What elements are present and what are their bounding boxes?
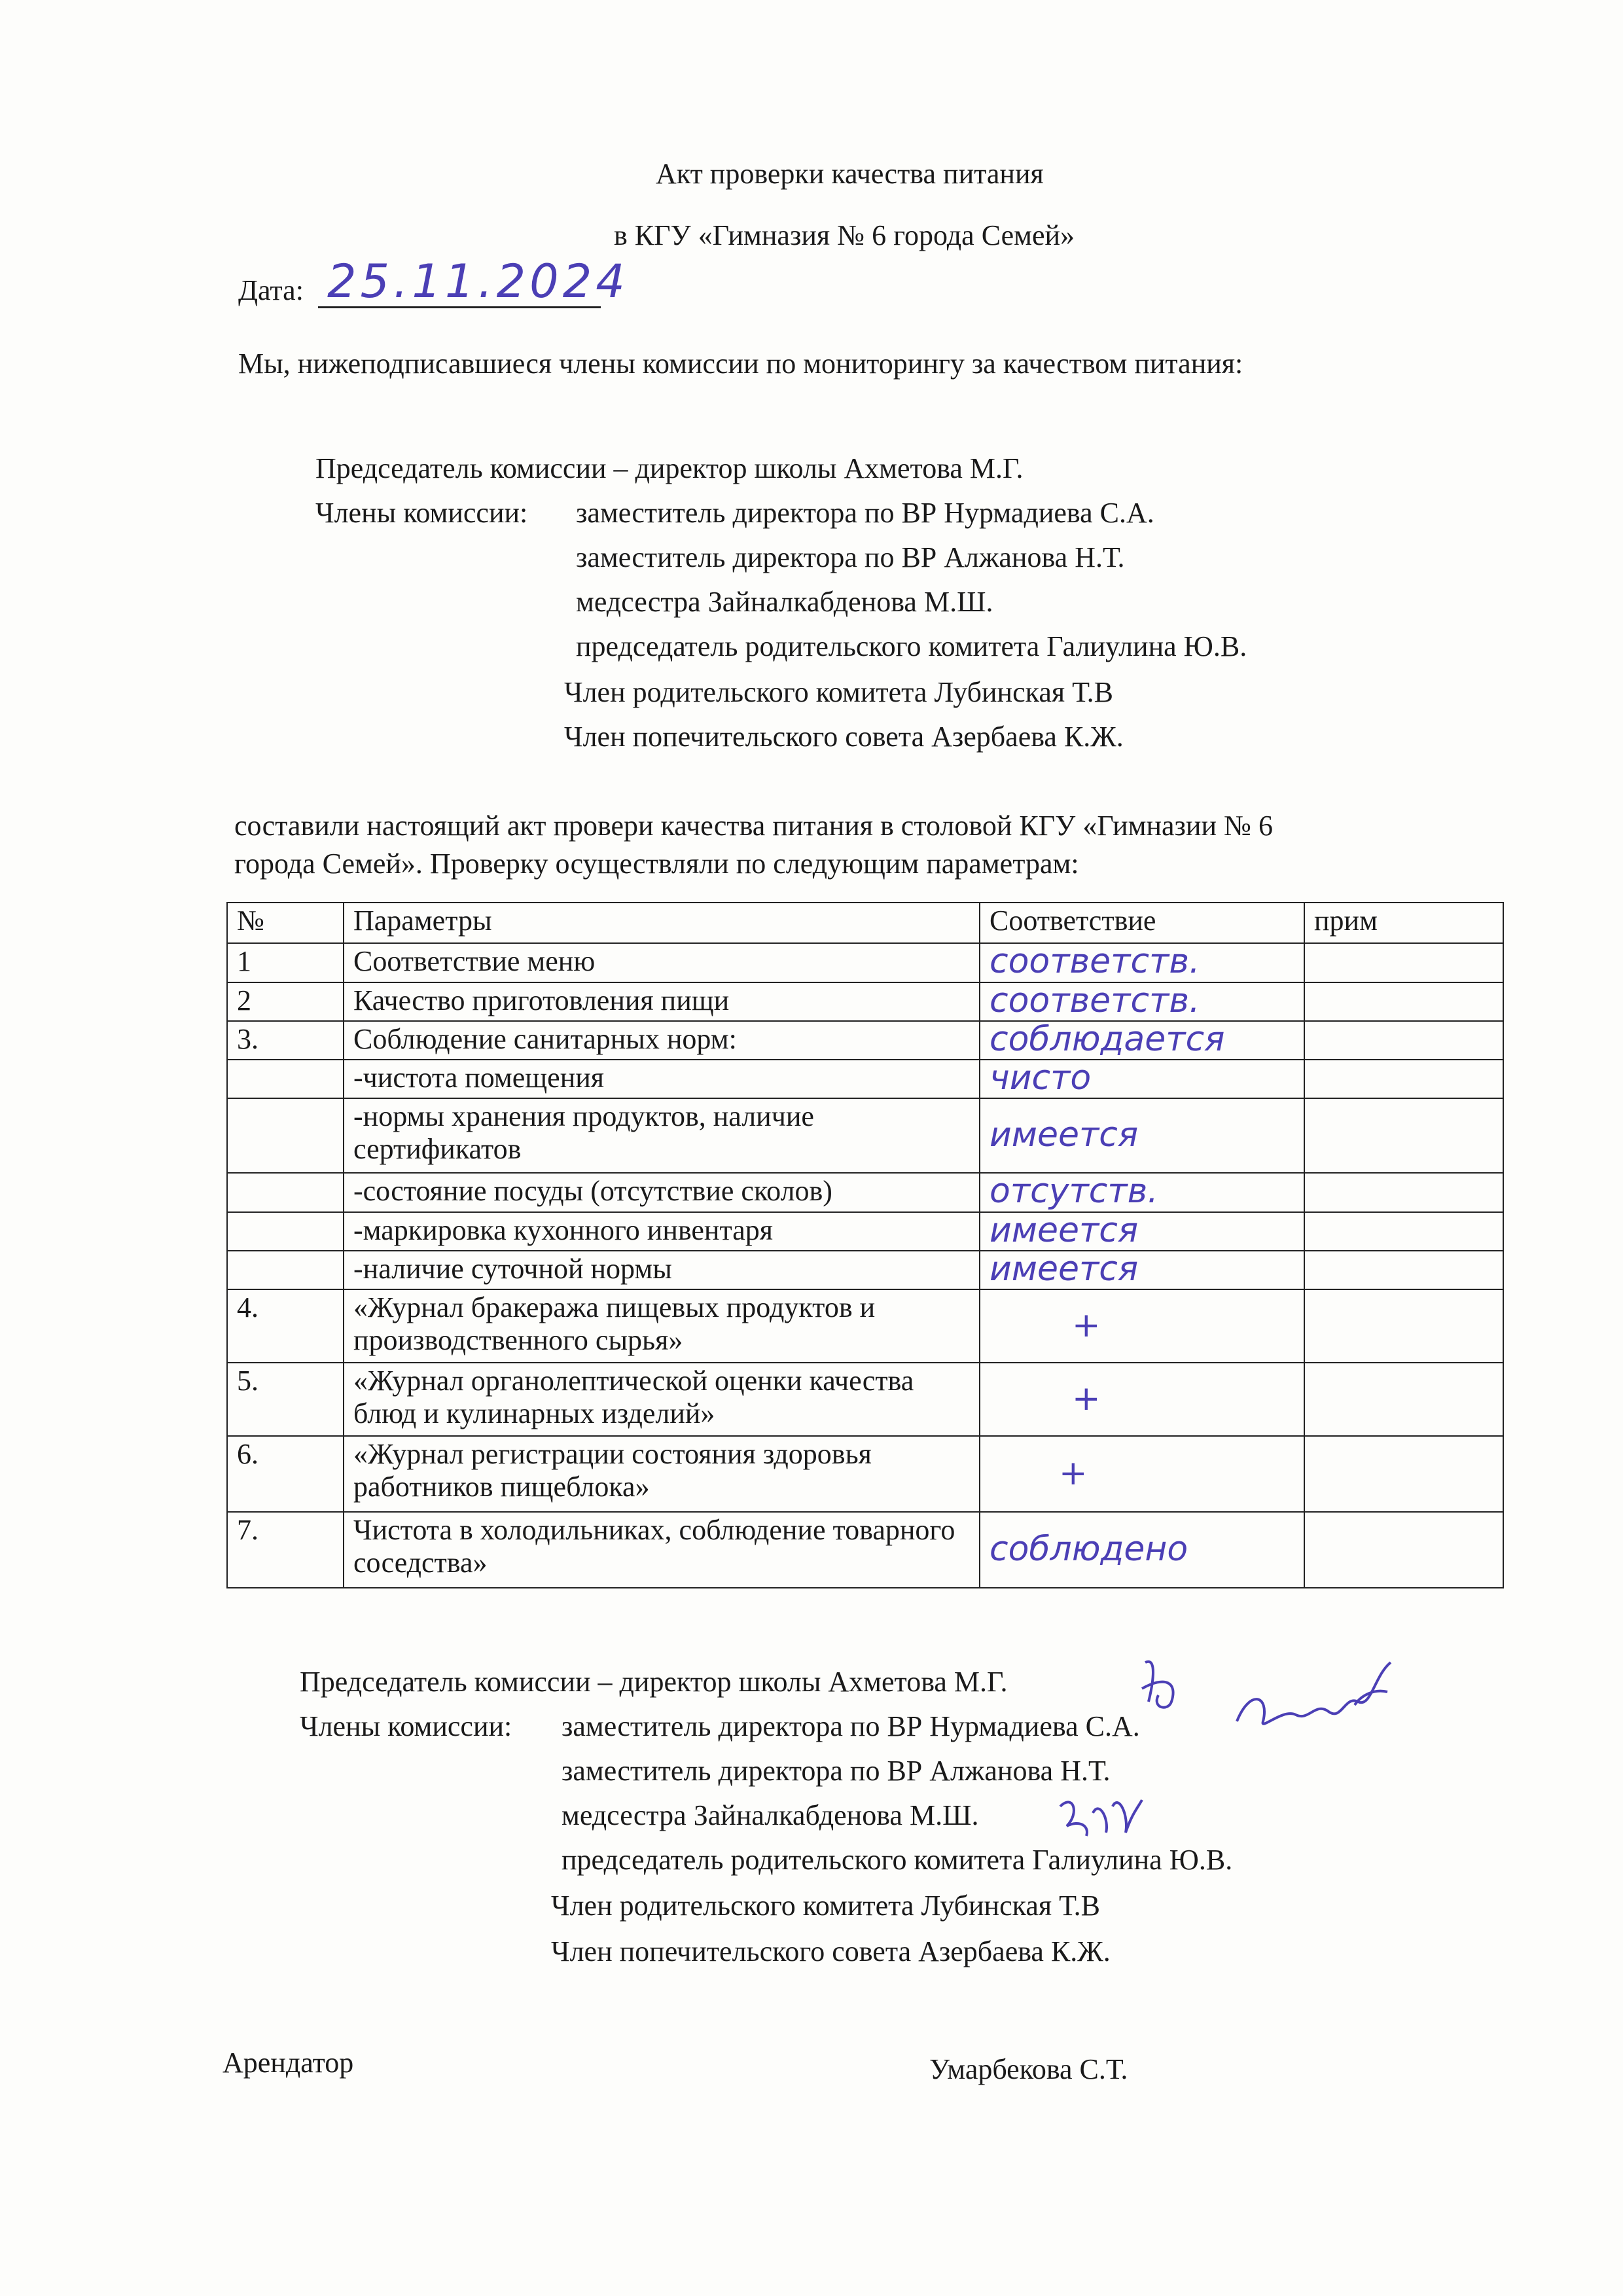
header-compliance: Соответствие <box>980 903 1304 943</box>
row-param: Чистота в холодильниках, соблюдение товарного соседства» <box>344 1512 980 1588</box>
header-params: Параметры <box>344 903 980 943</box>
commission-member: председатель родительского комитета Галиулина Ю.В. <box>576 630 1247 662</box>
row-mark <box>980 1363 1304 1436</box>
row-note <box>1304 982 1503 1021</box>
signature-chair: Председатель комиссии – директор школы Ахметова М.Г. <box>300 1666 1008 1698</box>
arendator-name: Умарбекова С.Т. <box>929 2053 1128 2085</box>
date-value: 25.11.2024 <box>327 255 629 308</box>
table-row <box>227 1173 1503 1212</box>
table-row <box>227 1251 1503 1289</box>
row-num: 7. <box>227 1512 344 1588</box>
table-row <box>227 1021 1503 1060</box>
row-param: -состояние посуды (отсутствие сколов) <box>344 1173 980 1212</box>
document-title: Акт проверки качества питания <box>656 158 1044 190</box>
table-row <box>227 1098 1503 1173</box>
header-note: прим <box>1304 903 1503 943</box>
row-mark <box>980 1212 1304 1251</box>
table-row <box>227 1512 1503 1588</box>
row-note <box>1304 1251 1503 1289</box>
paragraph-line: города Семей». Проверку осуществляли по следующим параметрам: <box>234 848 1079 880</box>
row-note <box>1304 1060 1503 1098</box>
commission-chair: Председатель комиссии – директор школы Ахметова М.Г. <box>315 452 1024 484</box>
table-row <box>227 1060 1503 1098</box>
row-mark <box>980 1021 1304 1060</box>
row-note <box>1304 1021 1503 1060</box>
date-label: Дата: <box>238 274 304 306</box>
commission-member: заместитель директора по ВР Нурмадиева С.А. <box>576 497 1154 529</box>
row-mark <box>980 1251 1304 1289</box>
row-note <box>1304 1436 1503 1512</box>
row-num: 5. <box>227 1363 344 1436</box>
table-header-row <box>227 903 1503 943</box>
row-num: 2 <box>227 982 344 1021</box>
row-mark <box>980 1512 1304 1588</box>
row-num: 4. <box>227 1289 344 1363</box>
handwritten-mark: + <box>1059 1453 1088 1493</box>
row-param: Соответствие меню <box>344 943 980 982</box>
handwritten-mark: соблюдено <box>990 1529 1188 1569</box>
handwritten-mark: имеется <box>990 1251 1139 1289</box>
row-param: «Журнал бракеража пищевых продуктов и производственного сырья» <box>344 1289 980 1363</box>
row-note <box>1304 1289 1503 1363</box>
row-note <box>1304 1363 1503 1436</box>
signature-member: Член родительского комитета Лубинская Т.В <box>551 1890 1100 1922</box>
row-note <box>1304 1212 1503 1251</box>
row-note <box>1304 1173 1503 1212</box>
row-num: 6. <box>227 1436 344 1512</box>
arendator-label: Арендатор <box>223 2047 354 2079</box>
commission-members-label: Члены комиссии: <box>315 497 528 529</box>
handwritten-signature <box>1054 1787 1145 1846</box>
commission-member: заместитель директора по ВР Алжанова Н.Т. <box>576 541 1125 573</box>
handwritten-mark: соблюдается <box>990 1021 1225 1059</box>
row-mark <box>980 1173 1304 1212</box>
table-row <box>227 1289 1503 1363</box>
table-row <box>227 982 1503 1021</box>
row-mark <box>980 1436 1304 1512</box>
parameters-table <box>226 902 1504 1588</box>
row-param: -нормы хранения продуктов, наличие сертификатов <box>344 1098 980 1173</box>
row-param: «Журнал органолептической оценки качества блюд и кулинарных изделий» <box>344 1363 980 1436</box>
row-param: Соблюдение санитарных норм: <box>344 1021 980 1060</box>
row-num <box>227 1060 344 1098</box>
handwritten-mark: соответств. <box>990 943 1200 981</box>
row-num <box>227 1173 344 1212</box>
row-mark <box>980 1098 1304 1173</box>
row-mark <box>980 1289 1304 1363</box>
row-num <box>227 1212 344 1251</box>
row-param: -наличие суточной нормы <box>344 1251 980 1289</box>
row-mark <box>980 982 1304 1021</box>
row-note <box>1304 943 1503 982</box>
row-num: 1 <box>227 943 344 982</box>
row-param: -маркировка кухонного инвентаря <box>344 1212 980 1251</box>
handwritten-mark: соответств. <box>990 982 1200 1020</box>
handwritten-signature <box>1132 1649 1211 1721</box>
signature-member: медсестра Зайналкабденова М.Ш. <box>562 1799 979 1831</box>
row-param: -чистота помещения <box>344 1060 980 1098</box>
handwritten-mark: имеется <box>990 1212 1139 1250</box>
commission-member: медсестра Зайналкабденова М.Ш. <box>576 586 993 618</box>
signature-member: заместитель директора по ВР Нурмадиева С.А. <box>562 1710 1140 1742</box>
handwritten-mark: + <box>1072 1378 1101 1418</box>
row-num: 3. <box>227 1021 344 1060</box>
row-note <box>1304 1512 1503 1588</box>
row-note <box>1304 1098 1503 1173</box>
handwritten-mark: отсутств. <box>990 1173 1158 1211</box>
intro-text: Мы, нижеподписавшиеся члены комиссии по мониторингу за качеством питания: <box>238 348 1243 380</box>
signature-member: председатель родительского комитета Галиулина Ю.В. <box>562 1844 1233 1876</box>
row-num <box>227 1251 344 1289</box>
header-num: № <box>227 903 344 943</box>
handwritten-signature <box>1230 1649 1400 1748</box>
table-row <box>227 1436 1503 1512</box>
paragraph-line: составили настоящий акт провери качества питания в столовой КГУ «Гимназии № 6 <box>234 810 1274 842</box>
row-num <box>227 1098 344 1173</box>
signature-members-label: Члены комиссии: <box>300 1710 512 1742</box>
row-mark <box>980 943 1304 982</box>
signature-member: Член попечительского совета Азербаева К.Ж. <box>551 1935 1111 1967</box>
row-param: Качество приготовления пищи <box>344 982 980 1021</box>
handwritten-mark: имеется <box>990 1115 1139 1155</box>
row-param: «Журнал регистрации состояния здоровья работников пищеблока» <box>344 1436 980 1512</box>
document-subtitle: в КГУ «Гимназия № 6 города Семей» <box>614 219 1075 251</box>
table-row <box>227 1212 1503 1251</box>
commission-member: Член попечительского совета Азербаева К.Ж. <box>564 721 1124 753</box>
commission-member: Член родительского комитета Лубинская Т.В <box>564 676 1113 708</box>
table-row <box>227 943 1503 982</box>
handwritten-mark: чисто <box>990 1060 1092 1098</box>
table-row <box>227 1363 1503 1436</box>
handwritten-mark: + <box>1072 1305 1101 1345</box>
signature-member: заместитель директора по ВР Алжанова Н.Т. <box>562 1755 1111 1787</box>
row-mark <box>980 1060 1304 1098</box>
